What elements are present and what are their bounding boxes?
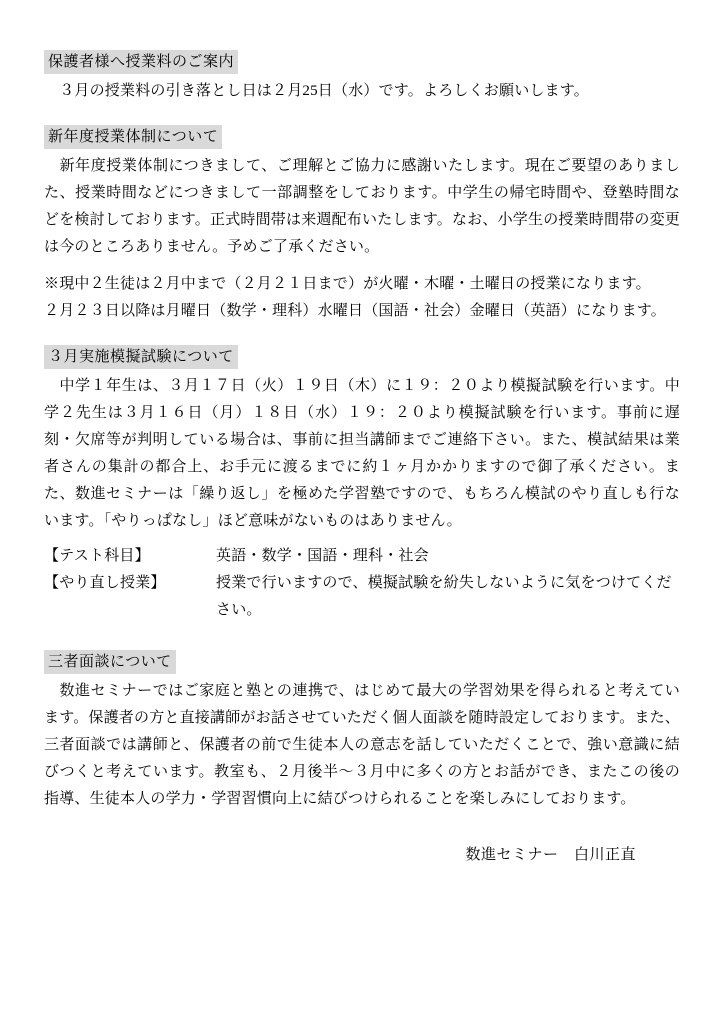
list-item-label: 【テスト科目】 [44, 548, 150, 564]
section-paragraph-tuition: ３月の授業料の引き落とし日は２月25日（水）です。よろしくお願いします。 [44, 83, 590, 99]
section-heading-wrap-2 [44, 125, 680, 149]
section-heading-three-party-meeting: 三者面談について [44, 650, 176, 674]
spacer [44, 325, 680, 345]
section-paragraph-new-year-system: 新年度授業体制につきまして、ご理解とご協力に感謝いたします。現在ご要望のありました、授業時間などにつきまして一部調整をしております。中学生の帰宅時間や、登塾時間などを検討しております。正式時間帯は来週配布いたします。なお、小学生の授業時間帯の変更は今のところありません。予めご了承ください。 [44, 158, 681, 255]
list-item-value: 英語・数学・国語・理科・社会 [216, 548, 429, 564]
section-heading-wrap-3 [44, 345, 680, 369]
exam-detail-list [44, 543, 680, 624]
section-paragraph-three-party-meeting: 数進セミナーではご家庭と塾との連携で、はじめて最大の学習効果を得られると考えています。保護者の方と直接講師がお話させていただく個人面談を随時設定しております。また、三者面談では講師と、保護者の前で生徒本人の意志を話していただくことで、強い意識に結びつくと考えています。教室も、２月後半～３月中に多くの方とお話ができ、またこの後の指導、生徒本人の学力・学習習慣向上に結びつけられることを楽しみにしております。 [44, 683, 681, 807]
spacer [44, 624, 680, 650]
list-item-label: 【やり直し授業】 [44, 575, 166, 591]
spacer [44, 105, 680, 125]
note-line-2: ２月２３日以降は月曜日（数学・理科）水曜日（国語・社会）金曜日（英語）になります。 [44, 303, 667, 319]
signature-line: 数進セミナー 白川正直 [465, 847, 636, 863]
list-item [44, 570, 680, 624]
document-content [44, 50, 680, 864]
section-paragraph-mock-exam: 中学１年生は、３月１７日（火）１９日（木）に１９：２０より模擬試験を行います。中学２先生は３月１６日（月）１８日（水）１９：２０より模擬試験を行います。事前に遅刻・欠席等が判明している場合は、事前に担当講師までご連絡下さい。また、模試結果は業者さんの集計の都合上、お手元に渡るまでに約１ヶ月かかりますので御了承ください。また、数進セミナーは「繰り返し」を極めた学習塾ですので、もちろん模試のやり直しも行ないます。「やりっぱなし」ほど意味がないものはありません。 [44, 378, 680, 529]
section-heading-wrap-4 [44, 650, 680, 674]
note-line-1: ※現中２生徒は２月中まで（２月２１日まで）が火曜・木曜・土曜日の授業になります。 [44, 276, 651, 292]
list-item-value: 授業で行いますので、模擬試験を紛失しないように気をつけてください。 [216, 575, 672, 618]
spacer [44, 261, 680, 271]
section-heading-new-year-system: 新年度授業体制について [44, 125, 222, 149]
section-heading-tuition: 保護者様へ授業料のご案内 [44, 50, 238, 74]
section-heading-wrap-1 [44, 50, 680, 74]
list-item [44, 543, 680, 570]
section-heading-mock-exam: ３月実施模擬試験について [44, 345, 238, 369]
